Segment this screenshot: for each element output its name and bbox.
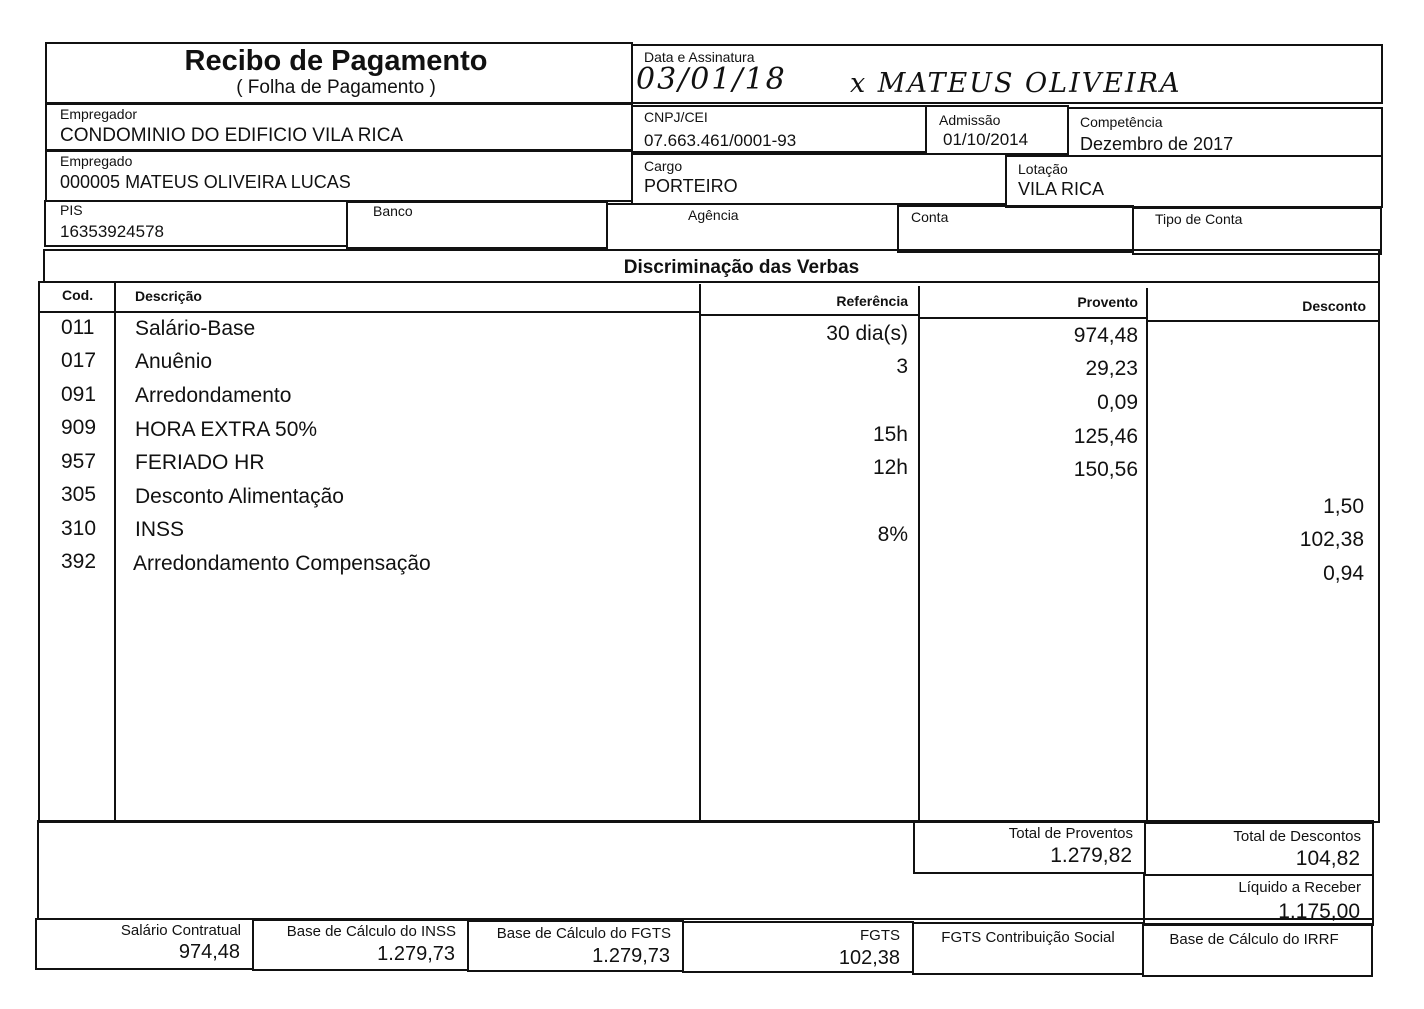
- row-code: 091: [61, 383, 97, 406]
- col-code-header: Cod.: [62, 287, 94, 303]
- row-description: HORA EXTRA 50%: [135, 418, 318, 441]
- pis-value: 16353924578: [60, 222, 165, 241]
- table-header-divider-mid: [700, 314, 920, 316]
- competence-label: Competência: [1080, 114, 1163, 130]
- cnpj-value: 07.663.461/0001-93: [644, 131, 797, 150]
- competence-value: Dezembro de 2017: [1080, 134, 1234, 154]
- receipt-title: Recibo de Pagamento: [184, 45, 488, 77]
- row-deductions: 0,94: [1323, 562, 1364, 585]
- fgts-base-value: 1.279,73: [592, 945, 670, 967]
- deductions-column-divider: [1146, 288, 1148, 822]
- fgts-social-label: FGTS Contribuição Social: [941, 929, 1115, 946]
- cnpj-label: CNPJ/CEI: [644, 109, 708, 125]
- role-label: Cargo: [644, 158, 683, 174]
- employee-label: Empregado: [60, 153, 133, 169]
- table-header-divider-ded: [1148, 320, 1380, 322]
- table-header-divider-left: [38, 311, 700, 313]
- row-code: 017: [61, 349, 97, 372]
- location-value: VILA RICA: [1018, 179, 1105, 199]
- admission-date: 01/10/2014: [943, 130, 1029, 149]
- handwritten-date: 03/01/18: [636, 62, 787, 97]
- inss-base-label: Base de Cálculo do INSS: [286, 923, 456, 940]
- row-code: 909: [61, 416, 97, 439]
- row-description: Arredondamento Compensação: [133, 552, 431, 575]
- row-earnings: 974,48: [1073, 324, 1138, 347]
- row-deductions: 1,50: [1323, 495, 1364, 518]
- role-value: PORTEIRO: [644, 176, 738, 196]
- row-code: 392: [61, 550, 97, 573]
- row-earnings: 125,46: [1073, 425, 1138, 448]
- row-earnings: 0,09: [1097, 391, 1138, 414]
- admission-label: Admissão: [939, 112, 1001, 128]
- agency-label: Agência: [688, 207, 739, 223]
- row-description: Arredondamento: [135, 384, 292, 407]
- total-deductions-value: 104,82: [1295, 847, 1360, 870]
- row-code: 305: [61, 483, 97, 506]
- row-description: Salário-Base: [135, 317, 256, 340]
- row-earnings: 29,23: [1085, 357, 1138, 380]
- row-reference: 8%: [877, 523, 908, 546]
- salary-base-value: 974,48: [178, 941, 240, 963]
- row-deductions: 102,38: [1299, 528, 1364, 551]
- col-reference-header: Referência: [836, 293, 908, 309]
- employee-name: 000005 MATEUS OLIVEIRA LUCAS: [60, 172, 351, 192]
- row-code: 957: [61, 450, 97, 473]
- date-signature-label: Data e Assinatura: [644, 49, 755, 65]
- agency-cell: [606, 203, 899, 251]
- inss-base-value: 1.279,73: [377, 943, 455, 965]
- col-earnings-header: Provento: [1077, 294, 1138, 310]
- fgts-base-label: Base de Cálculo do FGTS: [496, 925, 671, 942]
- row-earnings: 150,56: [1073, 458, 1138, 481]
- row-reference: 15h: [872, 423, 908, 446]
- row-reference: 12h: [872, 456, 908, 479]
- row-description: FERIADO HR: [135, 451, 265, 474]
- account-label: Conta: [911, 209, 949, 225]
- irrf-base-label: Base de Cálculo do IRRF: [1169, 931, 1339, 948]
- row-description: Anuênio: [135, 350, 213, 373]
- handwritten-signature: x MATEUS OLIVEIRA: [850, 68, 1182, 99]
- col-description-header: Descrição: [135, 288, 202, 304]
- account-type-label: Tipo de Conta: [1155, 211, 1243, 227]
- section-title: Discriminação das Verbas: [623, 257, 860, 278]
- receipt-subtitle: ( Folha de Pagamento ): [236, 77, 436, 98]
- net-pay-label: Líquido a Receber: [1238, 879, 1361, 896]
- salary-base-label: Salário Contratual: [120, 922, 241, 939]
- row-code: 310: [61, 517, 97, 540]
- row-description: INSS: [135, 518, 185, 541]
- location-label: Lotação: [1018, 161, 1068, 177]
- row-reference: 3: [896, 355, 908, 378]
- total-deductions-label: Total de Descontos: [1233, 828, 1361, 845]
- row-description: Desconto Alimentação: [135, 485, 344, 508]
- total-earnings-value: 1.279,82: [1050, 844, 1132, 867]
- fgts-label: FGTS: [860, 927, 900, 944]
- employer-name: CONDOMINIO DO EDIFICIO VILA RICA: [60, 125, 404, 146]
- table-header-divider-earn: [920, 317, 1148, 319]
- pis-label: PIS: [60, 202, 83, 218]
- col-deductions-header: Desconto: [1302, 298, 1366, 314]
- row-code: 011: [61, 316, 95, 339]
- fgts-value: 102,38: [838, 947, 900, 969]
- row-reference: 30 dia(s): [826, 322, 908, 345]
- total-earnings-label: Total de Proventos: [1008, 825, 1133, 842]
- bank-label: Banco: [373, 203, 413, 219]
- net-pay-value: 1.175,00: [1278, 900, 1360, 923]
- employer-label: Empregador: [60, 106, 138, 122]
- code-column-divider: [114, 281, 116, 821]
